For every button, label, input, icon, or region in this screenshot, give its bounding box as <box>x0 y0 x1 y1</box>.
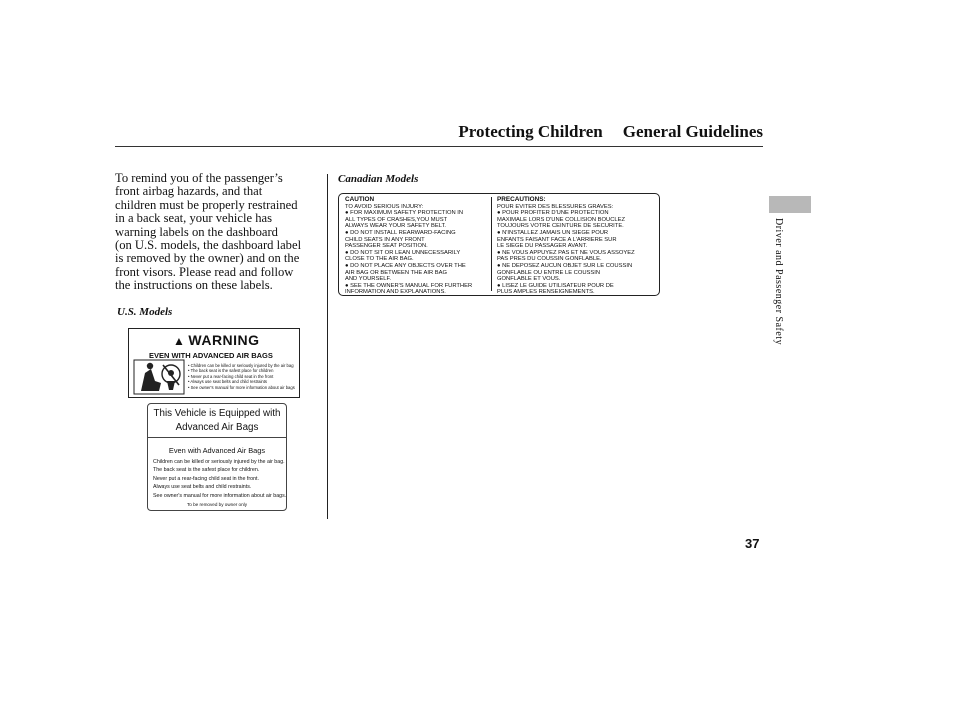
page-number: 37 <box>745 536 760 551</box>
warning-list <box>188 363 298 390</box>
page-header <box>115 120 763 147</box>
caution-line: ALL TYPES OF CRASHES,YOU MUST <box>345 216 448 223</box>
intro-line: is removed by the owner) and on the <box>115 251 300 266</box>
canadian-caution-label <box>338 193 660 296</box>
intro-line: To remind you of the passenger’s <box>115 171 283 185</box>
precautions-line: PAS PRES DU COUSSIN GONFLABLE. <box>497 256 602 263</box>
intro-line: warning labels on the dashboard <box>115 224 278 239</box>
intro-line: (on U.S. models, the dashboard label <box>115 238 302 253</box>
caution-line: ● DO NOT SIT OR LEAN UNNECESSARILY <box>345 249 461 256</box>
precautions-line: GONFLABLE OU ENTRE LE COUSSIN <box>497 269 601 276</box>
advanced-airbag-footer: To be removed by owner only <box>186 502 247 507</box>
column-divider <box>327 174 328 519</box>
advanced-airbag-line: The back seat is the safest place for children. <box>153 467 260 474</box>
warning-triangle-icon: ▲ <box>173 334 186 348</box>
advanced-airbag-line: Never put a rear-facing child seat in the front. <box>153 475 259 482</box>
advanced-airbag-title-line: Advanced Air Bags <box>175 422 259 433</box>
caution-line: CHILD SEATS IN ANY FRONT <box>345 236 425 243</box>
warning-heading <box>173 332 260 348</box>
warning-label <box>128 328 300 398</box>
section-title: Protecting Children <box>458 122 603 141</box>
precautions-line: ● NE DEPOSEZ AUCUN OBJET SUR LE COUSSIN <box>497 262 633 269</box>
airbag-hazard-pictogram-icon <box>133 359 185 395</box>
canadian-models-caption: Canadian Models <box>338 173 419 185</box>
warning-subheading: EVEN WITH ADVANCED AIR BAGS <box>149 351 273 360</box>
intro-line: the instructions on these labels. <box>115 278 273 293</box>
warning-line: • The back seat is the safest place for children <box>188 368 274 374</box>
advanced-airbag-lines <box>153 458 286 500</box>
caution-line: CLOSE TO THE AIR BAG. <box>345 256 414 263</box>
advanced-airbag-label <box>147 403 287 511</box>
caution-divider <box>491 197 492 291</box>
precautions-line: ● NE VOUS APPUYEZ PAS ET NE VOUS ASSOYEZ <box>497 249 635 256</box>
precautions-heading: PRECAUTIONS: <box>497 196 546 203</box>
caution-line: INFORMATION AND EXPLANATIONS. <box>345 289 446 296</box>
caution-column-english <box>345 197 493 296</box>
us-models-caption: U.S. Models <box>117 306 173 318</box>
page-title <box>438 122 763 142</box>
caution-line: ● SEE THE OWNER'S MANUAL FOR FURTHER <box>345 282 473 289</box>
caution-line: ● FOR MAXIMUM SAFETY PROTECTION IN <box>345 210 464 217</box>
advanced-airbag-subtitle: Even with Advanced Air Bags <box>168 446 266 455</box>
precautions-line: ● POUR PROFITER D'UNE PROTECTION <box>497 210 609 217</box>
caution-line: PASSENGER SEAT POSITION. <box>345 243 428 250</box>
advanced-airbag-title <box>148 404 286 438</box>
caution-line: ALWAYS WEAR YOUR SAFETY BELT. <box>345 223 447 230</box>
precautions-line: POUR EVITER DES BLESSURES GRAVES: <box>497 203 614 210</box>
caution-line: AND YOURSELF. <box>345 276 391 283</box>
precautions-line: ● N'INSTALLEZ JAMAIS UN SIEGE POUR <box>497 229 609 236</box>
precautions-line: ENFANTS FAISANT FACE A L'ARRIERE SUR <box>497 236 617 243</box>
intro-line: children must be properly restrained <box>115 197 298 212</box>
advanced-airbag-title-line: This Vehicle is Equipped with <box>153 408 281 419</box>
advanced-airbag-line: Children can be killed or seriously injured by the air bag. <box>153 459 285 465</box>
intro-line: front airbag hazards, and that <box>115 184 263 199</box>
precautions-line: LE SIEGE DU PASSAGER AVANT. <box>497 243 588 250</box>
precautions-line: GONFLABLE ET VOUS. <box>497 276 561 283</box>
intro-paragraph <box>115 172 320 293</box>
caution-line: AIR BAG OR BETWEEN THE AIR BAG <box>345 269 448 276</box>
precautions-line: ● LISEZ LE GUIDE UTILISATEUR POUR DE <box>497 282 614 289</box>
precautions-line: TOUJOURS VOTRE CEINTURE DE SECURITE. <box>497 223 624 230</box>
caution-line: TO AVOID SERIOUS INJURY: <box>345 203 424 210</box>
intro-line: front visors. Please read and follow <box>115 264 294 279</box>
warning-line: • Always use seat belts and child restraints <box>188 379 267 385</box>
advanced-airbag-line: Always use seat belts and child restraints. <box>153 484 252 491</box>
subsection-title: General Guidelines <box>622 122 763 141</box>
precautions-line: PLUS AMPLES RENSEIGNEMENTS. <box>497 289 595 296</box>
caution-column-french <box>497 197 645 296</box>
warning-line: • Never put a rear-facing child seat in the front <box>188 373 274 379</box>
side-tab-label: Driver and Passenger Safety <box>773 218 784 346</box>
intro-line: in a back seat, your vehicle has <box>115 211 273 226</box>
caution-line: ● DO NOT PLACE ANY OBJECTS OVER THE <box>345 262 466 269</box>
section-side-tab <box>769 196 811 213</box>
caution-line: ● DO NOT INSTALL REARWARD-FACING <box>345 229 456 236</box>
advanced-airbag-line: See owner's manual for more information about air bags. <box>153 492 287 499</box>
warning-line: • Children can be killed or seriously injured by the air bag <box>188 363 294 368</box>
caution-heading: CAUTION <box>345 196 375 203</box>
warning-heading-text: WARNING <box>188 332 260 348</box>
precautions-line: MAXIMALE LORS D'UNE COLLISION BOUCLEZ <box>497 216 626 223</box>
warning-line: • See owner's manual for more information about air bags <box>188 384 295 390</box>
